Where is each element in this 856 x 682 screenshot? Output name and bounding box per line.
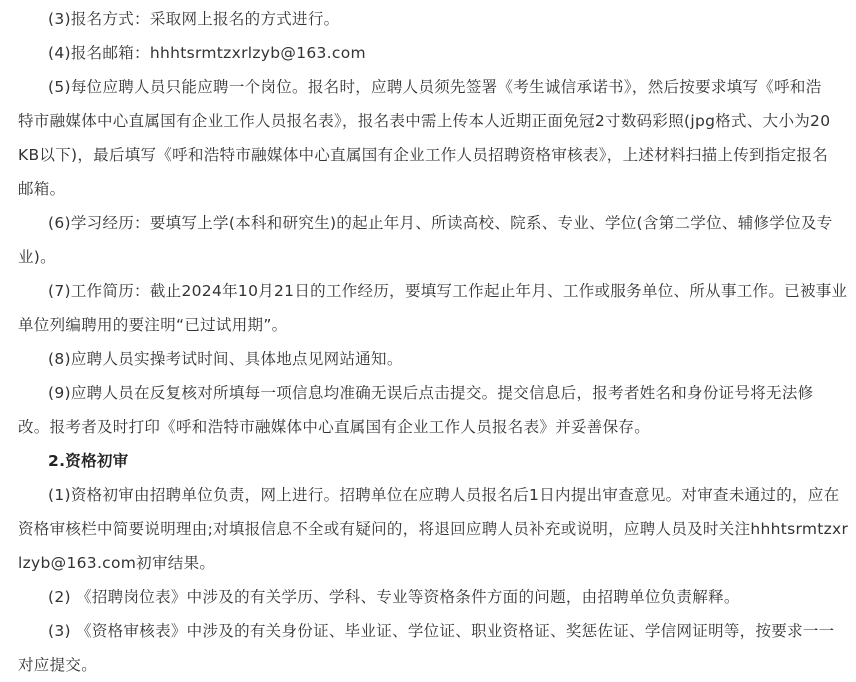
paragraph-line: (9)应聘人员在反复核对所填每一项信息均准确无误后点击提交。提交信息后，报考者姓名和身份证号将无法修 — [48, 384, 814, 402]
paragraph-line: (6)学习经历：要填写上学(本科和研究生)的起止年月、所读高校、院系、专业、学位(含第二学位、辅修学位及专 — [48, 214, 833, 232]
paragraph-line: (3)报名方式：采取网上报名的方式进行。 — [48, 10, 340, 28]
paragraph-line: (7)工作简历：截止2024年10月21日的工作经历，要填写工作起止年月、工作或服务单位、所从事工作。已被事业 — [48, 282, 848, 300]
paragraph-line: KB以下)，最后填写《呼和浩特市融媒体中心直属国有企业工作人员招聘资格审核表》，上述材料扫描上传到指定报名 — [18, 146, 828, 164]
paragraph-line: 资格审核栏中简要说明理由;对填报信息不全或有疑问的，将退回应聘人员补充或说明，应聘人员及时关注hhhtsrmtzxr — [18, 520, 849, 538]
paragraph-line: 业)。 — [18, 248, 56, 266]
paragraph-line: 对应提交。 — [18, 656, 98, 674]
paragraph-line: (2) 《招聘岗位表》中涉及的有关学历、学科、专业等资格条件方面的问题，由招聘单位负责解释。 — [48, 588, 740, 606]
paragraph-line: (1)资格初审由招聘单位负责，网上进行。招聘单位在应聘人员报名后1日内提出审查意见。对审查未通过的，应在 — [48, 486, 840, 504]
paragraph-line: lzyb@163.com初审结果。 — [18, 554, 216, 572]
paragraph-line: (5)每位应聘人员只能应聘一个岗位。报名时，应聘人员须先签署《考生诚信承诺书》，然后按要求填写《呼和浩 — [48, 78, 822, 96]
paragraph-line: (4)报名邮箱：hhhtsrmtzxrlzyb@163.com — [48, 44, 366, 62]
paragraph-line: 单位列编聘用的要注明“已过试用期”。 — [18, 316, 288, 334]
paragraph-line: (3) 《资格审核表》中涉及的有关身份证、毕业证、学位证、职业资格证、奖惩佐证、学信网证明等，按要求一一 — [48, 622, 835, 640]
paragraph-line: 特市融媒体中心直属国有企业工作人员报名表》，报名表中需上传本人近期正面免冠2寸数码彩照(jpg格式、大小为20 — [18, 112, 831, 130]
paragraph-line: 改。报考者及时打印《呼和浩特市融媒体中心直属国有企业工作人员报名表》并妥善保存。 — [18, 418, 651, 436]
paragraph-line: (8)应聘人员实操考试时间、具体地点见网站通知。 — [48, 350, 403, 368]
paragraph-line: 邮箱。 — [18, 180, 66, 198]
section-heading: 2.资格初审 — [48, 452, 129, 470]
